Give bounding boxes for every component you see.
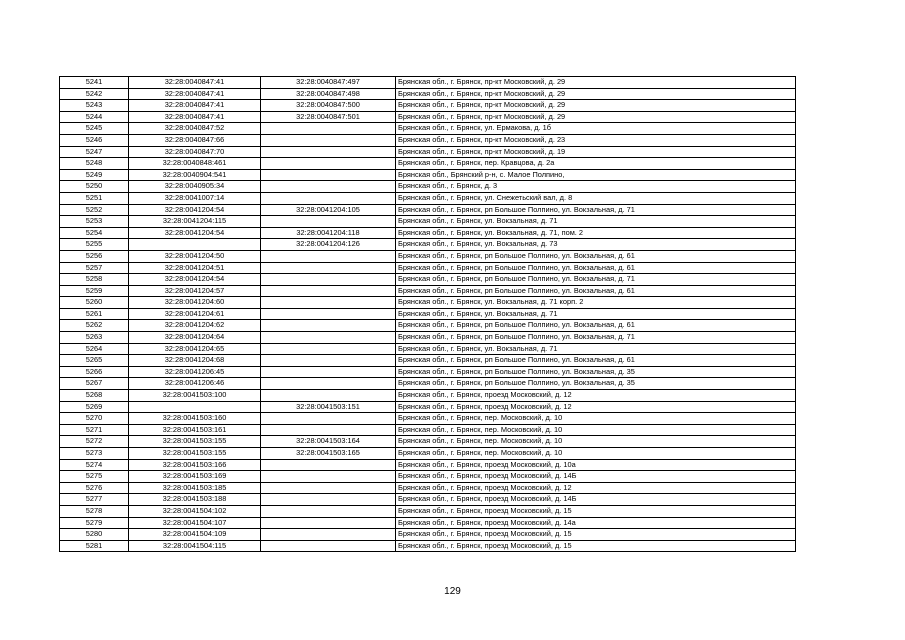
- row-number-cell: 5254: [60, 227, 129, 239]
- secondary-cadastral-cell: [261, 274, 396, 286]
- secondary-cadastral-cell: [261, 471, 396, 483]
- table-row: [60, 308, 796, 320]
- row-number-cell: 5247: [60, 146, 129, 158]
- address-cell: Брянская обл., г. Брянск, пр-кт Московский, д. 19: [396, 146, 796, 158]
- primary-cadastral-cell: 32:28:0041504:107: [129, 517, 261, 529]
- address-cell: Брянская обл., г. Брянск, проезд Московский, д. 10а: [396, 459, 796, 471]
- table-row: [60, 529, 796, 541]
- address-cell: Брянская обл., г. Брянск, пер. Московский, д. 10: [396, 448, 796, 460]
- secondary-cadastral-cell: [261, 250, 396, 262]
- page-number: 129: [444, 586, 461, 597]
- primary-cadastral-cell: 32:28:0040848:461: [129, 158, 261, 170]
- row-number-cell: 5269: [60, 401, 129, 413]
- table-row: [60, 169, 796, 181]
- primary-cadastral-cell: 32:28:0040847:41: [129, 77, 261, 89]
- row-number-cell: 5255: [60, 239, 129, 251]
- row-number-cell: 5271: [60, 424, 129, 436]
- address-cell: Брянская обл., г. Брянск, ул. Вокзальная, д. 71 корп. 2: [396, 297, 796, 309]
- row-number-cell: 5259: [60, 285, 129, 297]
- secondary-cadastral-cell: 32:28:0041503:164: [261, 436, 396, 448]
- secondary-cadastral-cell: [261, 216, 396, 228]
- address-cell: Брянская обл., г. Брянск, проезд Московский, д. 12: [396, 482, 796, 494]
- secondary-cadastral-cell: 32:28:0041204:118: [261, 227, 396, 239]
- table-row: [60, 436, 796, 448]
- primary-cadastral-cell: 32:28:0040847:70: [129, 146, 261, 158]
- secondary-cadastral-cell: [261, 192, 396, 204]
- address-cell: Брянская обл., Брянский р-н, с. Малое Полпино,: [396, 169, 796, 181]
- address-cell: Брянская обл., г. Брянск, проезд Московский, д. 15: [396, 529, 796, 541]
- secondary-cadastral-cell: 32:28:0041503:151: [261, 401, 396, 413]
- primary-cadastral-cell: 32:28:0041504:115: [129, 540, 261, 552]
- primary-cadastral-cell: 32:28:0041503:160: [129, 413, 261, 425]
- property-table: [59, 76, 796, 552]
- address-cell: Брянская обл., г. Брянск, проезд Московский, д. 14а: [396, 517, 796, 529]
- secondary-cadastral-cell: [261, 413, 396, 425]
- address-cell: Брянская обл., г. Брянск, рп Большое Полпино, ул. Вокзальная, д. 71: [396, 204, 796, 216]
- address-cell: Брянская обл., г. Брянск, рп Большое Полпино, ул. Вокзальная, д. 71: [396, 332, 796, 344]
- table-row: [60, 401, 796, 413]
- address-cell: Брянская обл., г. Брянск, пер. Московский, д. 10: [396, 413, 796, 425]
- address-cell: Брянская обл., г. Брянск, пер. Московский, д. 10: [396, 424, 796, 436]
- primary-cadastral-cell: [129, 239, 261, 251]
- address-cell: Брянская обл., г. Брянск, рп Большое Полпино, ул. Вокзальная, д. 35: [396, 378, 796, 390]
- primary-cadastral-cell: 32:28:0041204:61: [129, 308, 261, 320]
- secondary-cadastral-cell: 32:28:0040847:498: [261, 88, 396, 100]
- primary-cadastral-cell: 32:28:0041504:102: [129, 505, 261, 517]
- primary-cadastral-cell: 32:28:0040847:52: [129, 123, 261, 135]
- secondary-cadastral-cell: 32:28:0040847:497: [261, 77, 396, 89]
- address-cell: Брянская обл., г. Брянск, ул. Вокзальная, д. 71: [396, 343, 796, 355]
- primary-cadastral-cell: 32:28:0040847:66: [129, 134, 261, 146]
- secondary-cadastral-cell: [261, 355, 396, 367]
- address-cell: Брянская обл., г. Брянск, ул. Вокзальная, д. 73: [396, 239, 796, 251]
- primary-cadastral-cell: 32:28:0041503:169: [129, 471, 261, 483]
- table-row: [60, 192, 796, 204]
- address-cell: Брянская обл., г. Брянск, рп Большое Полпино, ул. Вокзальная, д. 61: [396, 262, 796, 274]
- primary-cadastral-cell: 32:28:0041204:54: [129, 204, 261, 216]
- table-row: [60, 459, 796, 471]
- secondary-cadastral-cell: [261, 540, 396, 552]
- address-cell: Брянская обл., г. Брянск, пр-кт Московский, д. 29: [396, 88, 796, 100]
- row-number-cell: 5275: [60, 471, 129, 483]
- primary-cadastral-cell: 32:28:0041204:51: [129, 262, 261, 274]
- primary-cadastral-cell: 32:28:0041204:115: [129, 216, 261, 228]
- secondary-cadastral-cell: [261, 343, 396, 355]
- address-cell: Брянская обл., г. Брянск, рп Большое Полпино, ул. Вокзальная, д. 61: [396, 285, 796, 297]
- primary-cadastral-cell: 32:28:0041503:155: [129, 436, 261, 448]
- primary-cadastral-cell: 32:28:0041503:166: [129, 459, 261, 471]
- secondary-cadastral-cell: [261, 297, 396, 309]
- address-cell: Брянская обл., г. Брянск, рп Большое Полпино, ул. Вокзальная, д. 61: [396, 355, 796, 367]
- table-row: [60, 378, 796, 390]
- primary-cadastral-cell: 32:28:0040904:541: [129, 169, 261, 181]
- table-row: [60, 413, 796, 425]
- primary-cadastral-cell: 32:28:0041204:62: [129, 320, 261, 332]
- table-row: [60, 332, 796, 344]
- row-number-cell: 5248: [60, 158, 129, 170]
- row-number-cell: 5249: [60, 169, 129, 181]
- address-cell: Брянская обл., г. Брянск, рп Большое Полпино, ул. Вокзальная, д. 71: [396, 274, 796, 286]
- secondary-cadastral-cell: [261, 505, 396, 517]
- secondary-cadastral-cell: [261, 459, 396, 471]
- row-number-cell: 5245: [60, 123, 129, 135]
- primary-cadastral-cell: 32:28:0041007:14: [129, 192, 261, 204]
- table-row: [60, 262, 796, 274]
- primary-cadastral-cell: [129, 401, 261, 413]
- primary-cadastral-cell: 32:28:0041503:188: [129, 494, 261, 506]
- address-cell: Брянская обл., г. Брянск, пр-кт Московский, д. 29: [396, 111, 796, 123]
- primary-cadastral-cell: 32:28:0041204:50: [129, 250, 261, 262]
- address-cell: Брянская обл., г. Брянск, ул. Снежетьский вал, д. 8: [396, 192, 796, 204]
- table-row: [60, 181, 796, 193]
- table-row: [60, 134, 796, 146]
- table-row: [60, 100, 796, 112]
- primary-cadastral-cell: 32:28:0041204:54: [129, 274, 261, 286]
- row-number-cell: 5281: [60, 540, 129, 552]
- secondary-cadastral-cell: 32:28:0041503:165: [261, 448, 396, 460]
- secondary-cadastral-cell: 32:28:0041204:126: [261, 239, 396, 251]
- primary-cadastral-cell: 32:28:0040905:34: [129, 181, 261, 193]
- row-number-cell: 5252: [60, 204, 129, 216]
- row-number-cell: 5253: [60, 216, 129, 228]
- secondary-cadastral-cell: [261, 134, 396, 146]
- primary-cadastral-cell: 32:28:0041204:65: [129, 343, 261, 355]
- secondary-cadastral-cell: [261, 529, 396, 541]
- address-cell: Брянская обл., г. Брянск, д. 3: [396, 181, 796, 193]
- secondary-cadastral-cell: 32:28:0041204:105: [261, 204, 396, 216]
- table-row: [60, 366, 796, 378]
- row-number-cell: 5267: [60, 378, 129, 390]
- row-number-cell: 5250: [60, 181, 129, 193]
- primary-cadastral-cell: 32:28:0041206:46: [129, 378, 261, 390]
- secondary-cadastral-cell: [261, 378, 396, 390]
- table-row: [60, 482, 796, 494]
- table-row: [60, 471, 796, 483]
- row-number-cell: 5257: [60, 262, 129, 274]
- secondary-cadastral-cell: [261, 517, 396, 529]
- row-number-cell: 5277: [60, 494, 129, 506]
- address-cell: Брянская обл., г. Брянск, ул. Вокзальная, д. 71, пом. 2: [396, 227, 796, 239]
- secondary-cadastral-cell: [261, 308, 396, 320]
- secondary-cadastral-cell: [261, 332, 396, 344]
- row-number-cell: 5256: [60, 250, 129, 262]
- row-number-cell: 5262: [60, 320, 129, 332]
- secondary-cadastral-cell: [261, 285, 396, 297]
- table-row: [60, 355, 796, 367]
- table-row: [60, 343, 796, 355]
- row-number-cell: 5270: [60, 413, 129, 425]
- row-number-cell: 5246: [60, 134, 129, 146]
- primary-cadastral-cell: 32:28:0041204:60: [129, 297, 261, 309]
- address-cell: Брянская обл., г. Брянск, ул. Вокзальная, д. 71: [396, 216, 796, 228]
- row-number-cell: 5276: [60, 482, 129, 494]
- row-number-cell: 5272: [60, 436, 129, 448]
- primary-cadastral-cell: 32:28:0041504:109: [129, 529, 261, 541]
- property-table-body: [60, 77, 796, 552]
- table-row: [60, 216, 796, 228]
- primary-cadastral-cell: 32:28:0041503:155: [129, 448, 261, 460]
- table-row: [60, 227, 796, 239]
- table-row: [60, 390, 796, 402]
- address-cell: Брянская обл., г. Брянск, проезд Московский, д. 12: [396, 401, 796, 413]
- primary-cadastral-cell: 32:28:0040847:41: [129, 100, 261, 112]
- row-number-cell: 5251: [60, 192, 129, 204]
- table-row: [60, 158, 796, 170]
- secondary-cadastral-cell: [261, 262, 396, 274]
- row-number-cell: 5264: [60, 343, 129, 355]
- secondary-cadastral-cell: [261, 366, 396, 378]
- primary-cadastral-cell: 32:28:0041503:100: [129, 390, 261, 402]
- secondary-cadastral-cell: [261, 424, 396, 436]
- address-cell: Брянская обл., г. Брянск, ул. Вокзальная, д. 71: [396, 308, 796, 320]
- address-cell: Брянская обл., г. Брянск, рп Большое Полпино, ул. Вокзальная, д. 61: [396, 320, 796, 332]
- table-row: [60, 505, 796, 517]
- table-row: [60, 517, 796, 529]
- row-number-cell: 5274: [60, 459, 129, 471]
- row-number-cell: 5244: [60, 111, 129, 123]
- address-cell: Брянская обл., г. Брянск, пер. Кравцова, д. 2а: [396, 158, 796, 170]
- address-cell: Брянская обл., г. Брянск, ул. Ермакова, д. 1б: [396, 123, 796, 135]
- primary-cadastral-cell: 32:28:0041204:54: [129, 227, 261, 239]
- secondary-cadastral-cell: 32:28:0040847:501: [261, 111, 396, 123]
- secondary-cadastral-cell: [261, 320, 396, 332]
- address-cell: Брянская обл., г. Брянск, рп Большое Полпино, ул. Вокзальная, д. 61: [396, 250, 796, 262]
- primary-cadastral-cell: 32:28:0041503:161: [129, 424, 261, 436]
- table-row: [60, 239, 796, 251]
- primary-cadastral-cell: 32:28:0041503:185: [129, 482, 261, 494]
- table-row: [60, 285, 796, 297]
- secondary-cadastral-cell: [261, 146, 396, 158]
- table-row: [60, 297, 796, 309]
- table-row: [60, 204, 796, 216]
- primary-cadastral-cell: 32:28:0041204:68: [129, 355, 261, 367]
- table-row: [60, 320, 796, 332]
- secondary-cadastral-cell: [261, 158, 396, 170]
- table-row: [60, 424, 796, 436]
- address-cell: Брянская обл., г. Брянск, пр-кт Московский, д. 29: [396, 100, 796, 112]
- row-number-cell: 5278: [60, 505, 129, 517]
- secondary-cadastral-cell: [261, 494, 396, 506]
- table-row: [60, 250, 796, 262]
- secondary-cadastral-cell: [261, 123, 396, 135]
- table-row: [60, 88, 796, 100]
- address-cell: Брянская обл., г. Брянск, рп Большое Полпино, ул. Вокзальная, д. 35: [396, 366, 796, 378]
- table-row: [60, 146, 796, 158]
- address-cell: Брянская обл., г. Брянск, пер. Московский, д. 10: [396, 436, 796, 448]
- row-number-cell: 5266: [60, 366, 129, 378]
- address-cell: Брянская обл., г. Брянск, проезд Московский, д. 12: [396, 390, 796, 402]
- row-number-cell: 5263: [60, 332, 129, 344]
- table-row: [60, 540, 796, 552]
- table-row: [60, 494, 796, 506]
- secondary-cadastral-cell: [261, 169, 396, 181]
- row-number-cell: 5279: [60, 517, 129, 529]
- table-row: [60, 448, 796, 460]
- secondary-cadastral-cell: [261, 390, 396, 402]
- address-cell: Брянская обл., г. Брянск, проезд Московский, д. 15: [396, 540, 796, 552]
- primary-cadastral-cell: 32:28:0040847:41: [129, 111, 261, 123]
- table-row: [60, 111, 796, 123]
- address-cell: Брянская обл., г. Брянск, проезд Московский, д. 15: [396, 505, 796, 517]
- row-number-cell: 5242: [60, 88, 129, 100]
- row-number-cell: 5273: [60, 448, 129, 460]
- row-number-cell: 5241: [60, 77, 129, 89]
- table-row: [60, 274, 796, 286]
- secondary-cadastral-cell: [261, 181, 396, 193]
- row-number-cell: 5258: [60, 274, 129, 286]
- address-cell: Брянская обл., г. Брянск, пр-кт Московский, д. 29: [396, 77, 796, 89]
- table-row: [60, 77, 796, 89]
- primary-cadastral-cell: 32:28:0040847:41: [129, 88, 261, 100]
- primary-cadastral-cell: 32:28:0041206:45: [129, 366, 261, 378]
- address-cell: Брянская обл., г. Брянск, пр-кт Московский, д. 23: [396, 134, 796, 146]
- row-number-cell: 5268: [60, 390, 129, 402]
- address-cell: Брянская обл., г. Брянск, проезд Московский, д. 14Б: [396, 494, 796, 506]
- table-row: [60, 123, 796, 135]
- row-number-cell: 5243: [60, 100, 129, 112]
- address-cell: Брянская обл., г. Брянск, проезд Московский, д. 14Б: [396, 471, 796, 483]
- secondary-cadastral-cell: 32:28:0040847:500: [261, 100, 396, 112]
- secondary-cadastral-cell: [261, 482, 396, 494]
- row-number-cell: 5261: [60, 308, 129, 320]
- row-number-cell: 5265: [60, 355, 129, 367]
- primary-cadastral-cell: 32:28:0041204:57: [129, 285, 261, 297]
- primary-cadastral-cell: 32:28:0041204:64: [129, 332, 261, 344]
- row-number-cell: 5260: [60, 297, 129, 309]
- row-number-cell: 5280: [60, 529, 129, 541]
